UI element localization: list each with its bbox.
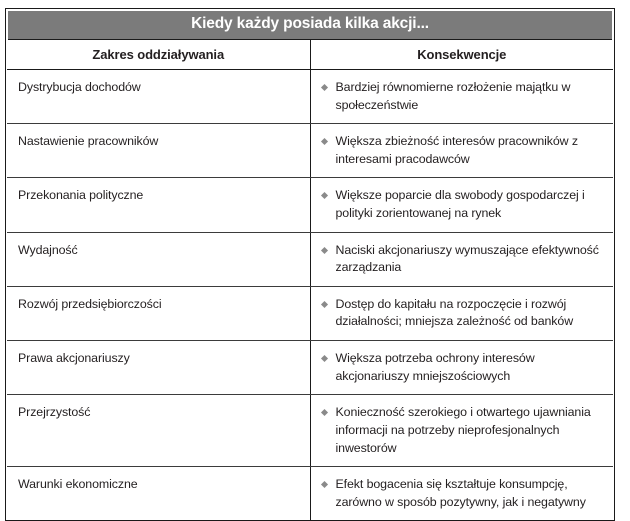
column-header-scope: Zakres oddziaływania [7,40,310,70]
bullet-item [321,79,606,114]
table-row [7,70,613,124]
bullet-item [321,476,606,511]
table-row [7,395,613,467]
consequence-text: Większa potrzeba ochrony interesów akcjonariuszy mniejszościowych [335,351,535,383]
table-row [7,341,613,395]
bullet-item [321,187,606,222]
bullet-item [321,296,606,331]
consequence-cell [310,286,613,340]
consequence-text: Dostęp do kapitału na rozpoczęcie i rozwój działalności; mniejsza zależność od banków [335,296,574,329]
consequence-text: Bardziej równomierne rozłożenie majątku w społeczeństwie [335,80,571,112]
diamond-bullet-icon [320,409,327,416]
scope-text: Przekonania polityczne [18,188,144,203]
consequence-cell [310,124,613,178]
scope-text: Rozwój przedsiębiorczości [18,296,162,311]
table-row [7,232,613,286]
scope-cell [7,341,310,395]
scope-cell [7,395,310,467]
scope-text: Przejrzystość [18,405,91,420]
scope-text: Prawa akcjonariuszy [18,351,130,366]
bullet-item [321,133,606,168]
diamond-bullet-icon [320,301,327,308]
scope-cell [7,70,310,124]
consequence-cell [310,70,613,124]
consequence-text: Naciski akcjonariuszy wymuszające efektywność zarządzania [335,242,599,275]
scope-text: Warunki ekonomiczne [18,477,138,492]
consequences-table [6,9,614,520]
consequence-text: Większa zbieżność interesów pracowników z interesami pracodawców [335,134,578,166]
table-title: Kiedy każdy posiada kilka akcji... [7,10,613,40]
scope-cell [7,286,310,340]
diamond-bullet-icon [320,247,327,254]
column-header-consequence: Konsekwencje [310,40,613,70]
scope-text: Wydajność [18,242,78,257]
consequence-cell [310,178,613,232]
scope-cell [7,232,310,286]
consequence-text: Konieczność szerokiego i otwartego ujawniania informacji na potrzeby nieprofesjonalnych inwestorów [335,405,591,455]
diamond-bullet-icon [320,84,327,91]
diamond-bullet-icon [320,192,327,199]
consequence-cell [310,341,613,395]
consequence-text: Efekt bogacenia się kształtuje konsumpcję, zarówno w sposób pozytywny, jak i negatywny [335,477,586,509]
consequence-cell [310,395,613,467]
consequence-cell [310,232,613,286]
consequence-text: Większe poparcie dla swobody gospodarczej i polityki zorientowanej na rynek [335,188,585,221]
table-body [7,10,613,520]
comparison-table-container [5,8,615,521]
table-row [7,467,613,521]
table-row [7,124,613,178]
scope-cell [7,178,310,232]
bullet-item [321,404,606,457]
scope-text: Nastawienie pracowników [18,134,159,149]
scope-text: Dystrybucja dochodów [18,80,141,94]
scope-cell [7,124,310,178]
table-header-row [7,40,613,70]
bullet-item [321,350,606,385]
consequence-cell [310,467,613,521]
table-title-row [7,10,613,40]
scope-cell [7,467,310,521]
bullet-item [321,242,606,277]
table-row [7,178,613,232]
diamond-bullet-icon [320,355,327,362]
table-row [7,286,613,340]
diamond-bullet-icon [320,481,327,488]
diamond-bullet-icon [320,138,327,145]
